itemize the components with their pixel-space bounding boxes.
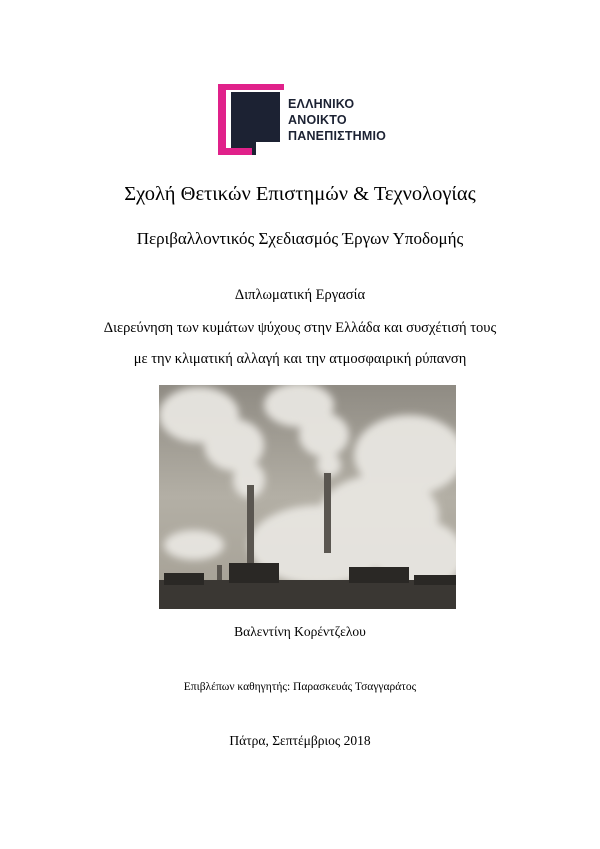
university-logo <box>218 84 398 155</box>
school-name: Σχολή Θετικών Επιστημών & Τεχνολογίας <box>124 183 476 205</box>
logo-text <box>288 96 386 144</box>
logo-line-3: ΠΑΝΕΠΙΣΤΗΜΙΟ <box>288 129 387 143</box>
author-name: Βαλεντίνη Κορέντζελου <box>234 624 366 639</box>
thesis-type: Διπλωματική Εργασία <box>234 287 366 303</box>
thesis-title-line-1: Διερεύνηση των κυμάτων ψύχους στην Ελλάδα και συσχέτισή τους <box>103 320 497 336</box>
cover-photo <box>159 385 456 609</box>
program-name: Περιβαλλοντικός Σχεδιασμός Έργων Υποδομής <box>136 229 464 248</box>
smokestacks-image-icon <box>159 385 456 609</box>
place-date: Πάτρα, Σεπτέμβριος 2018 <box>229 733 371 748</box>
thesis-title-line-2: με την κλιματική αλλαγή και την ατμοσφαιρική ρύπανση <box>133 351 467 367</box>
supervisor: Επιβλέπων καθηγητής: Παρασκευάς Τσαγγαράτος <box>183 681 417 693</box>
university-logo-icon <box>218 84 284 155</box>
logo-line-2: ΑΝΟΙΚΤΟ <box>288 113 347 127</box>
logo-line-1: ΕΛΛΗΝΙΚΟ <box>288 97 355 111</box>
